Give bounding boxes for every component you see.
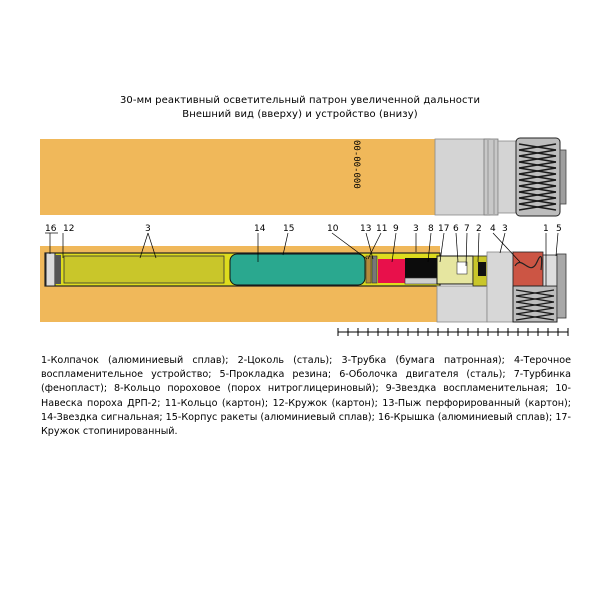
base-2 [437,286,487,322]
callout-1: 1 [543,224,549,234]
callout-10: 10 [327,224,339,234]
scale-bar [338,328,568,336]
callout-11: 11 [376,224,388,234]
disc-12 [55,255,61,284]
callout-16: 16 [45,224,57,234]
cross-section [40,246,566,322]
callout-13: 13 [360,224,372,234]
callout-3-right: 3 [502,224,508,234]
external-metal-base [435,139,490,215]
callout-4: 4 [490,224,496,234]
callout-14: 14 [254,224,266,234]
serial-marking: 00-00-000 [351,140,361,189]
callout-3-mid: 3 [413,224,419,234]
callout-15: 15 [283,224,295,234]
external-paper-tube [40,139,435,215]
callout-6: 6 [453,224,459,234]
callout-labels [45,224,562,234]
callout-5: 5 [556,224,562,234]
callout-12: 12 [63,224,75,234]
signal-star-14 [230,254,365,285]
callout-17: 17 [438,224,450,234]
callout-2: 2 [476,224,482,234]
turbine-7 [437,256,473,284]
callout-9: 9 [393,224,399,234]
title-line-1: 30-мм реактивный осветительный патрон увеличенной дальности [119,95,481,106]
friction-igniter-4 [513,252,543,286]
legend [41,354,571,439]
title-line-2: Внешний вид (вверху) и устройство (внизу) [182,109,418,120]
callout-3-left: 3 [145,224,151,234]
powder-ring-8 [405,258,437,278]
ignition-star-9 [378,259,405,283]
legend-text: 1-Колпачок (алюминиевый сплав); 2-Цоколь (сталь); 3-Трубка (бумага патронная); 4-Терочное воспламенительное устройство; 5-Прокладка резина; 6-Оболочка двигателя (сталь); 7-Турбинка (фенопласт); 8-Кольцо пороховое (порох нитроглицериновый); 9-Звездка воспламенительная; 10-Навеска пороха ДРП-2; 11-Кольцо (картон); 12-Кружок (картон); 13-Пыж перфорированный (картон); 14-Звездка сигнальная; 15-Корпус ракеты (алюминиевый сплав); 16-Крышка (алюминиевый сплав); 17-Кружок стопинированный. [41,355,571,438]
gasket-5 [543,255,557,286]
external-view [40,138,566,216]
callout-7: 7 [464,224,470,234]
lid-16 [46,253,55,286]
callout-8: 8 [428,224,434,234]
